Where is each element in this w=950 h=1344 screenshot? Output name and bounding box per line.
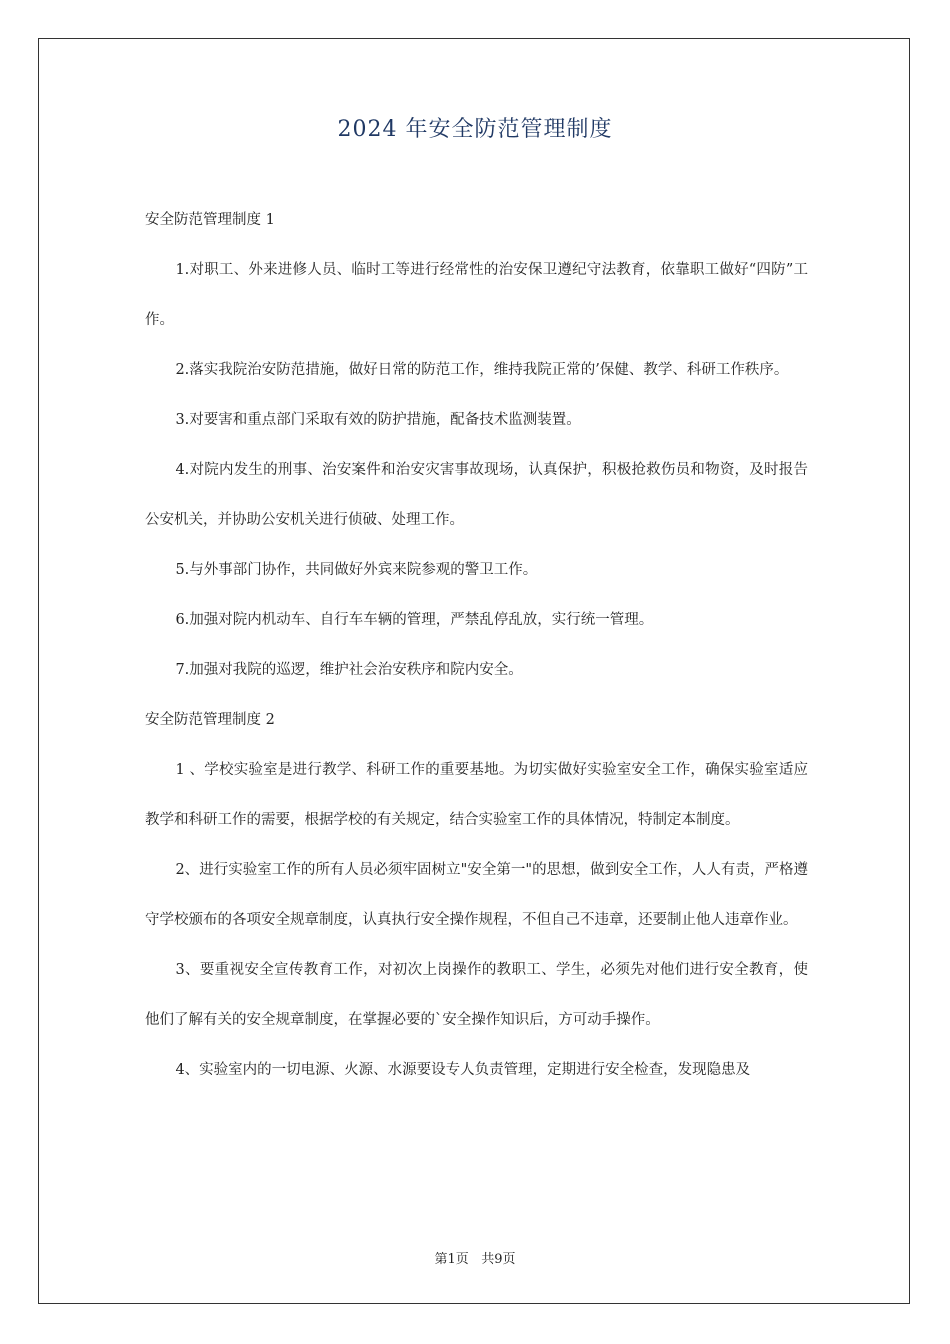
paragraph: 7.加强对我院的巡逻，维护社会治安秩序和院内安全。 [175, 662, 523, 678]
document-body [145, 195, 808, 1095]
paragraph: 6.加强对院内机动车、自行车车辆的管理，严禁乱停乱放，实行统一管理。 [175, 612, 654, 628]
paragraph: 5.与外事部门协作，共同做好外宾来院参观的警卫工作。 [175, 562, 538, 578]
paragraph: 4、实验室内的一切电源、火源、水源要设专人负责管理，定期进行安全检查，发现隐患及 [175, 1062, 751, 1078]
section-heading: 安全防范管理制度 1 [145, 212, 275, 228]
paragraph: 3.对要害和重点部门采取有效的防护措施，配备技术监测装置。 [175, 412, 581, 428]
paragraph: 1.对职工、外来进修人员、临时工等进行经常性的治安保卫遵纪守法教育，依靠职工做好“四防”工作。 [145, 262, 808, 328]
page-total: 共9页 [481, 1252, 516, 1267]
paragraph: 2.落实我院治安防范措施，做好日常的防范工作，维持我院正常的’保健、教学、科研工作秩序。 [175, 362, 789, 378]
paragraph: 1 、学校实验室是进行教学、科研工作的重要基地。为切实做好实验室安全工作，确保实验室适应教学和科研工作的需要，根据学校的有关规定，结合实验室工作的具体情况，特制定本制度。 [145, 762, 808, 828]
document-title: 2024 年安全防范管理制度 [337, 117, 613, 142]
section [145, 195, 808, 695]
paragraph: 2、进行实验室工作的所有人员必须牢固树立"安全第一"的思想，做到安全工作，人人有责，严格遵守学校颁布的各项安全规章制度，认真执行安全操作规程，不但自己不违章，还要制止他人违章作业。 [145, 862, 808, 928]
section-heading: 安全防范管理制度 2 [145, 712, 275, 728]
paragraph: 4.对院内发生的刑事、治安案件和治安灾害事故现场，认真保护，积极抢救伤员和物资，及时报告公安机关，并协助公安机关进行侦破、处理工作。 [145, 462, 808, 528]
page-number: 第1页 [434, 1252, 469, 1267]
page-footer [0, 1248, 950, 1267]
section [145, 695, 808, 1095]
paragraph: 3、要重视安全宣传教育工作，对初次上岗操作的教职工、学生，必须先对他们进行安全教育，使他们了解有关的安全规章制度，在掌握必要的`安全操作知识后，方可动手操作。 [145, 962, 808, 1028]
